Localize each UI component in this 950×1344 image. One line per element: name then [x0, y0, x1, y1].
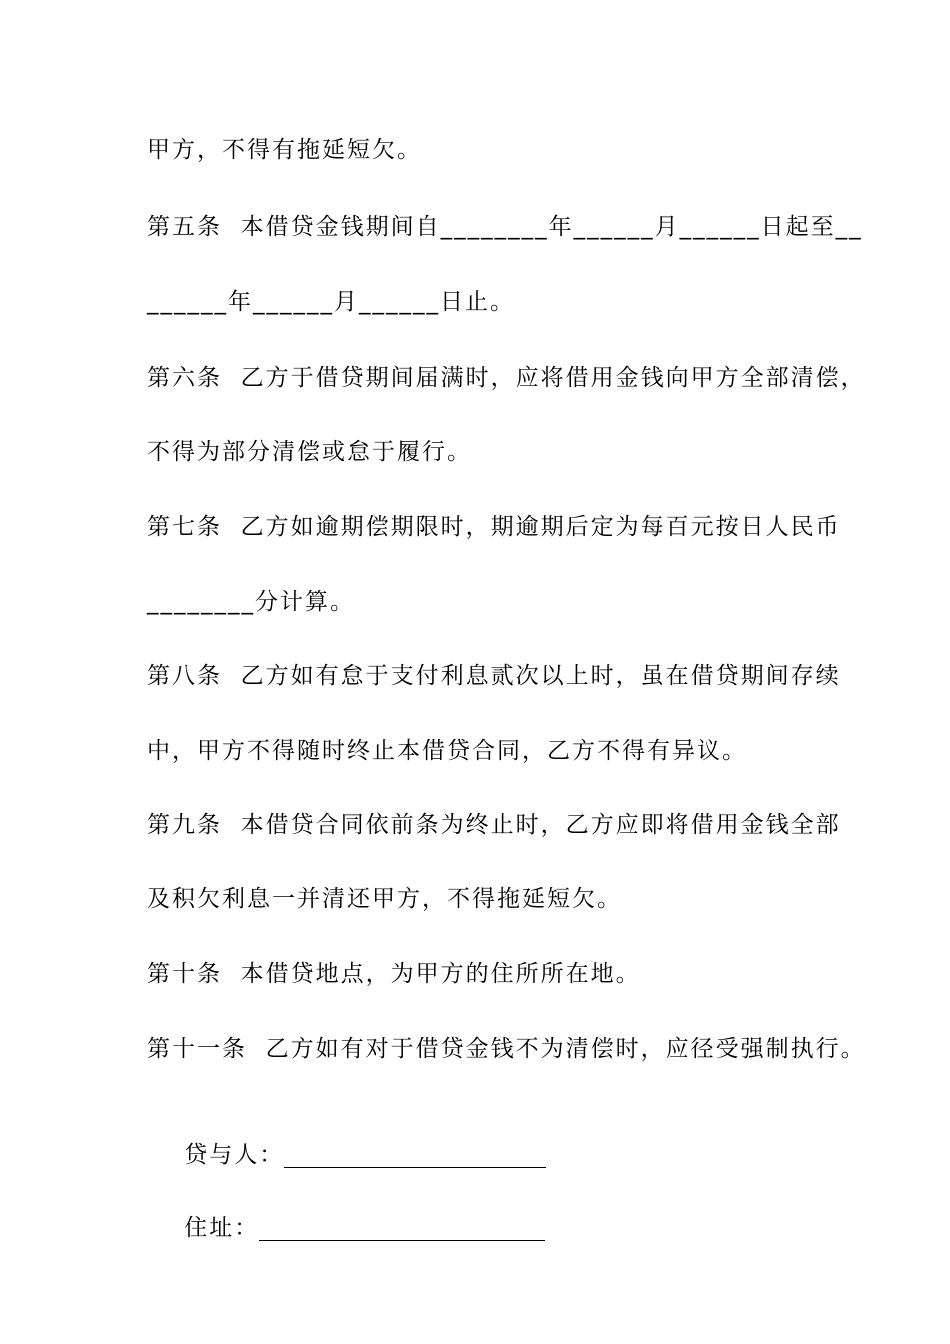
address-signature-row: [147, 1183, 545, 1273]
article-8-line-1: 第八条 乙方如有怠于支付利息贰次以上时，虽在借贷期间存续: [147, 663, 841, 689]
address-blank-line: [259, 1220, 545, 1241]
article-9-line-1: 第九条 本借贷合同依前条为终止时，乙方应即将借用金钱全部: [147, 812, 841, 838]
article-5-line-2: ______年______月______日止。: [147, 289, 515, 315]
article-6-line-2: 不得为部分清偿或怠于履行。: [147, 439, 472, 465]
article-11-line: 第十一条 乙方如有对于借贷金钱不为清偿时，应径受强制执行。: [147, 1036, 866, 1062]
article-10-line: 第十条 本借贷地点，为甲方的住所所在地。: [147, 961, 641, 987]
lender-blank-line: [284, 1147, 546, 1168]
article-5-line-1: 第五条 本借贷金钱期间自________年______月______日起至__: [147, 214, 863, 240]
article-7-line-2: ________分计算。: [147, 589, 355, 615]
address-label: 住址：: [184, 1215, 260, 1241]
article-6-line-1: 第六条 乙方于借贷期间届满时，应将借用金钱向甲方全部清偿，: [147, 365, 866, 391]
article-9-line-2: 及积欠利息一并清还甲方，不得拖延短欠。: [147, 886, 622, 912]
article-7-line-1: 第七条 乙方如逾期偿期限时，期逾期后定为每百元按日人民币: [147, 514, 841, 540]
text-line-1: 甲方，不得有拖延短欠。: [147, 137, 422, 163]
article-8-line-2: 中，甲方不得随时终止本借贷合同，乙方不得有异议。: [147, 738, 747, 764]
lender-label: 贷与人：: [184, 1142, 285, 1168]
